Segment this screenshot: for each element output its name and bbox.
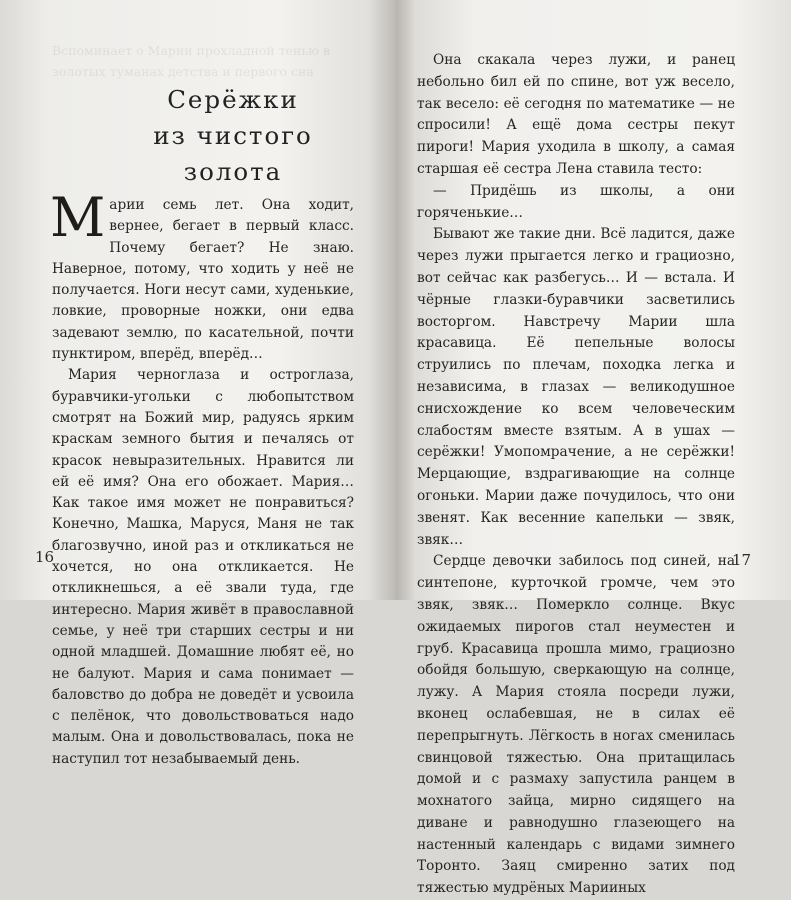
paragraph: Сердце девочки забилось под синей, на синтепоне, курточкой громче, чем это звяк, звяк… Померкло солнце. Вкус ожидаемых пирогов стал неуместен и груб. Красавица прошла мимо, грациозно обойдя большую, сверкающую на солнце, лужу. А Мария стояла посреди лужи, вконец ослабевшая, не в силах её перепрыгнуть. Лёгкость в ногах сменилась свинцовой тяжестью. Она притащилась домой и с размаху запустила ранцем в мохнатого зайца, мирно сидящего на диване и равнодушно глазеющего на настенный календарь с видами зимнего Торонто. Заяц смиренно затих под тяжестью мудрёных Марииных [417,553,735,897]
paragraph: Она скакала через лужи, и ранец небольно бил ей по спине, вот уж весело, так весело: её сегодня по математике — не спросили! А ещё дома сестры пекут пироги! Мария уходила в школу, а самая старшая её сестра Лена ставила тесто: [417,52,735,177]
paragraph: Бывают же такие дни. Всё ладится, даже через лужи прыгается легко и грациозно, вот сейчас как разбегусь… И — встала. И чёрные глазки-буравчики засветились восторгом. Навстречу Марии шла красавица. Её пепельные волосы струились по плечам, походка легка и независима, в глазах — великодушное снисхождение ко всем человеческим слабостям вместе взятым. А в ушах — серёжки! Умопомрачение, а не серёжки! Мерцающие, вздрагивающие на солнце огоньки. Марии даже почудилось, что они звенят. Как весенние капельки — звяк, звяк… [417,226,735,548]
first-paragraph-text: арии семь лет. Она ходит, вернее, бегает в первый класс. Почему бегает? Не знаю. Наверное, потому, что ходить у неё не получается. Ноги несут сами, худенькие, ловкие, проворные ножки, они едва задевают землю, по касательной, почти пунктиром, вперёд, вперёд… [52,197,354,363]
page-number-left: 16 [35,548,55,566]
paragraph: — Придёшь из школы, а они горяченькие… [417,182,735,221]
chapter-title-line-1: Серёжки [167,85,299,114]
right-page [396,0,791,897]
chapter-title [108,82,358,190]
page-number-right: 17 [732,551,752,569]
chapter-title-line-2: из чистого золота [153,121,313,186]
right-body-text [417,50,735,900]
ghost-line: Вспоминает о Марии прохладной тенью в [52,43,331,58]
first-paragraph [50,186,354,365]
left-page [0,0,396,767]
bleed-through-text [52,40,352,82]
paragraph: Мария черноглаза и остроглаза, буравчики-угольки с любопытством смотрят на Божий мир, радуясь ярким краскам земного бытия и печалясь от красок невыразительных. Нравится ли ей её имя? Она его обожает. Мария… Как такое имя может не понравиться? Конечно, Машка, Маруся, Маня не так благозвучно, иной раз и откликаться не хочется, но она откликается. Не откликнешься, а её звали туда, где интересно. Мария живёт в православной семье, у неё три старших сестры и ни одной младшей. Домашние любят её, но не балуют. Мария и сама понимает — баловство до добра не доведёт и усвоила с пелёнок, что довольствоваться надо малым. Она и довольствовалась, пока не наступил тот незабываемый день. [52,367,354,767]
ghost-line: золотых туманах детства и первого сна [52,64,314,79]
drop-cap: М [50,186,106,249]
left-body-text [50,186,354,770]
